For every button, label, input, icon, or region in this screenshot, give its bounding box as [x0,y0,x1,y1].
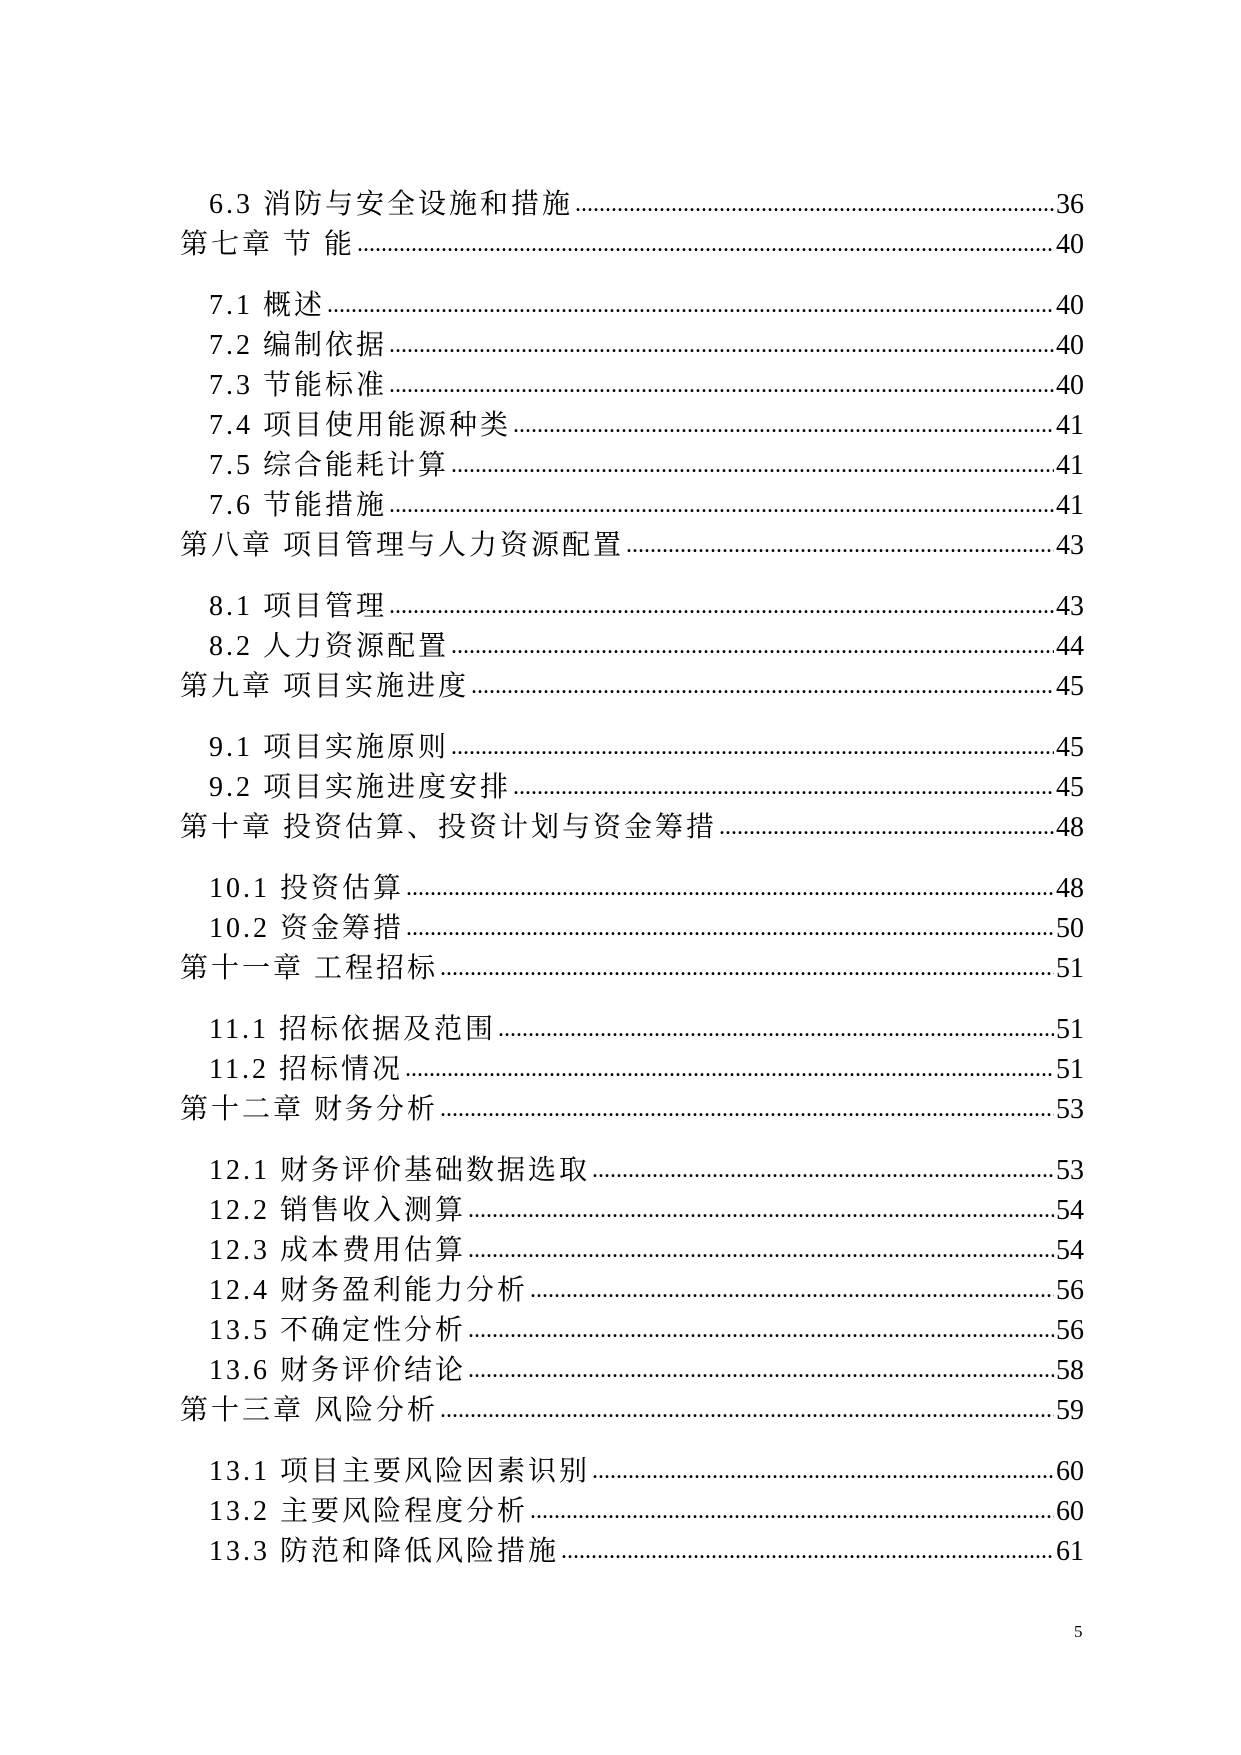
dot-leader [440,1092,1054,1124]
toc-entry[interactable] [180,1449,1084,1489]
toc-entry[interactable] [180,805,1084,845]
dot-leader [471,669,1054,701]
toc-entry-title: 12.3 成本费用估算 [209,1235,467,1266]
dot-leader [389,368,1054,400]
toc-entry-page: 40 [1056,330,1084,361]
toc-entry-title: 第八章 项目管理与人力资源配置 [180,530,625,561]
toc-entry-page: 44 [1056,631,1084,662]
toc-entry-title: 10.1 投资估算 [209,873,405,904]
toc-entry-title: 第十三章 风险分析 [180,1395,439,1426]
dot-leader [327,288,1054,320]
dot-leader [357,227,1054,259]
toc-entry-title: 11.2 招标情况 [209,1054,403,1085]
toc-entry[interactable] [180,523,1084,563]
toc-entry-title: 13.3 防范和降低风险措施 [209,1536,560,1567]
toc-entry[interactable] [180,182,1084,222]
toc-entry[interactable] [180,1529,1084,1569]
dot-leader [451,730,1054,762]
toc-entry[interactable] [180,1348,1084,1388]
toc-entry-page: 53 [1056,1155,1084,1186]
toc-entry-title: 7.2 编制依据 [209,330,388,361]
dot-leader [513,408,1054,440]
toc-entry[interactable] [180,1388,1084,1428]
dot-leader [468,1193,1054,1225]
toc-entry-title: 第十章 投资估算、投资计划与资金筹措 [180,812,718,843]
dot-leader [440,951,1054,983]
toc-entry-title: 12.2 销售收入测算 [209,1195,467,1226]
toc-entry[interactable] [180,1087,1084,1127]
dot-leader [468,1353,1054,1385]
toc-entry[interactable] [180,664,1084,704]
toc-entry-title: 13.1 项目主要风险因素识别 [209,1456,591,1487]
toc-entry-page: 51 [1056,1014,1084,1045]
dot-leader [719,810,1054,842]
toc-entry-page: 41 [1056,490,1084,521]
toc-entry[interactable] [180,765,1084,805]
toc-entry-page: 51 [1056,1054,1084,1085]
toc-entry-page: 43 [1056,591,1084,622]
dot-leader [389,488,1054,520]
toc-entry-title: 13.5 不确定性分析 [209,1315,467,1346]
dot-leader [561,1534,1054,1566]
toc-entry-title: 6.3 消防与安全设施和措施 [209,189,574,220]
dot-leader [498,1012,1054,1044]
dot-leader [626,528,1054,560]
dot-leader [389,589,1054,621]
toc-entry-title: 12.1 财务评价基础数据选取 [209,1155,591,1186]
toc-entry[interactable] [180,906,1084,946]
dot-leader [592,1153,1054,1185]
toc-entry-title: 7.1 概述 [209,290,326,321]
toc-entry[interactable] [180,283,1084,323]
toc-entry[interactable] [180,1047,1084,1087]
toc-entry-page: 41 [1056,450,1084,481]
toc-entry-page: 40 [1056,370,1084,401]
toc-entry-page: 56 [1056,1275,1084,1306]
toc-entry-page: 58 [1056,1355,1084,1386]
toc-entry-page: 43 [1056,530,1084,561]
toc-entry[interactable] [180,624,1084,664]
toc-entry[interactable] [180,443,1084,483]
page-number: 5 [1074,1622,1083,1641]
toc-entry-page: 61 [1056,1536,1084,1567]
toc-entry[interactable] [180,403,1084,443]
toc-entry[interactable] [180,866,1084,906]
toc-entry-page: 40 [1056,229,1084,260]
toc-entry-title: 8.1 项目管理 [209,591,388,622]
dot-leader [468,1233,1054,1265]
toc-entry-title: 7.6 节能措施 [209,490,388,521]
toc-entry[interactable] [180,483,1084,523]
dot-leader [406,871,1054,903]
toc-entry[interactable] [180,1188,1084,1228]
toc-entry-title: 第十二章 财务分析 [180,1094,439,1125]
toc-entry[interactable] [180,1489,1084,1529]
toc-entry-page: 48 [1056,812,1084,843]
toc-entry-title: 7.3 节能标准 [209,370,388,401]
toc-entry-page: 45 [1056,772,1084,803]
toc-entry-title: 第七章 节 能 [180,229,356,260]
toc-entry-title: 7.5 综合能耗计算 [209,450,450,481]
toc-entry-title: 第九章 项目实施进度 [180,671,470,702]
toc-entry-page: 54 [1056,1195,1084,1226]
toc-entry[interactable] [180,1228,1084,1268]
toc-entry[interactable] [180,1268,1084,1308]
toc-entry-title: 7.4 项目使用能源种类 [209,410,512,441]
toc-entry-page: 51 [1056,953,1084,984]
dot-leader [451,629,1054,661]
toc-entry[interactable] [180,584,1084,624]
toc-entry-title: 8.2 人力资源配置 [209,631,450,662]
toc-entry-page: 59 [1056,1395,1084,1426]
toc-entry-page: 48 [1056,873,1084,904]
toc-entry-title: 10.2 资金筹措 [209,913,405,944]
toc-entry-title: 9.1 项目实施原则 [209,732,450,763]
toc-entry[interactable] [180,222,1084,262]
toc-entry-title: 13.2 主要风险程度分析 [209,1496,529,1527]
toc-entry-title: 12.4 财务盈利能力分析 [209,1275,529,1306]
toc-entry[interactable] [180,1007,1084,1047]
toc-entry-page: 56 [1056,1315,1084,1346]
toc-entry[interactable] [180,946,1084,986]
toc-entry-title: 13.6 财务评价结论 [209,1355,467,1386]
dot-leader [406,911,1054,943]
toc-entry-page: 60 [1056,1456,1084,1487]
toc-entry[interactable] [180,725,1084,765]
toc-entry[interactable] [180,363,1084,403]
dot-leader [389,328,1054,360]
toc-entry-page: 40 [1056,290,1084,321]
dot-leader [530,1494,1054,1526]
dot-leader [405,1052,1054,1084]
toc-entry-page: 45 [1056,732,1084,763]
toc-entry-page: 60 [1056,1496,1084,1527]
dot-leader [468,1313,1054,1345]
dot-leader [575,187,1054,219]
toc-entry-page: 54 [1056,1235,1084,1266]
toc-entry[interactable] [180,323,1084,363]
toc-entry-page: 53 [1056,1094,1084,1125]
dot-leader [530,1273,1054,1305]
dot-leader [592,1454,1054,1486]
toc-entry-page: 50 [1056,913,1084,944]
dot-leader [513,770,1054,802]
toc-entry-title: 11.1 招标依据及范围 [209,1014,496,1045]
toc-entry-page: 41 [1056,410,1084,441]
toc-entry-title: 第十一章 工程招标 [180,953,439,984]
toc-entry-title: 9.2 项目实施进度安排 [209,772,512,803]
dot-leader [440,1393,1054,1425]
toc-entry-page: 45 [1056,671,1084,702]
toc-entry[interactable] [180,1308,1084,1348]
toc-entry[interactable] [180,1148,1084,1188]
toc-entry-page: 36 [1056,189,1084,220]
dot-leader [451,448,1054,480]
table-of-contents [180,182,1084,1569]
